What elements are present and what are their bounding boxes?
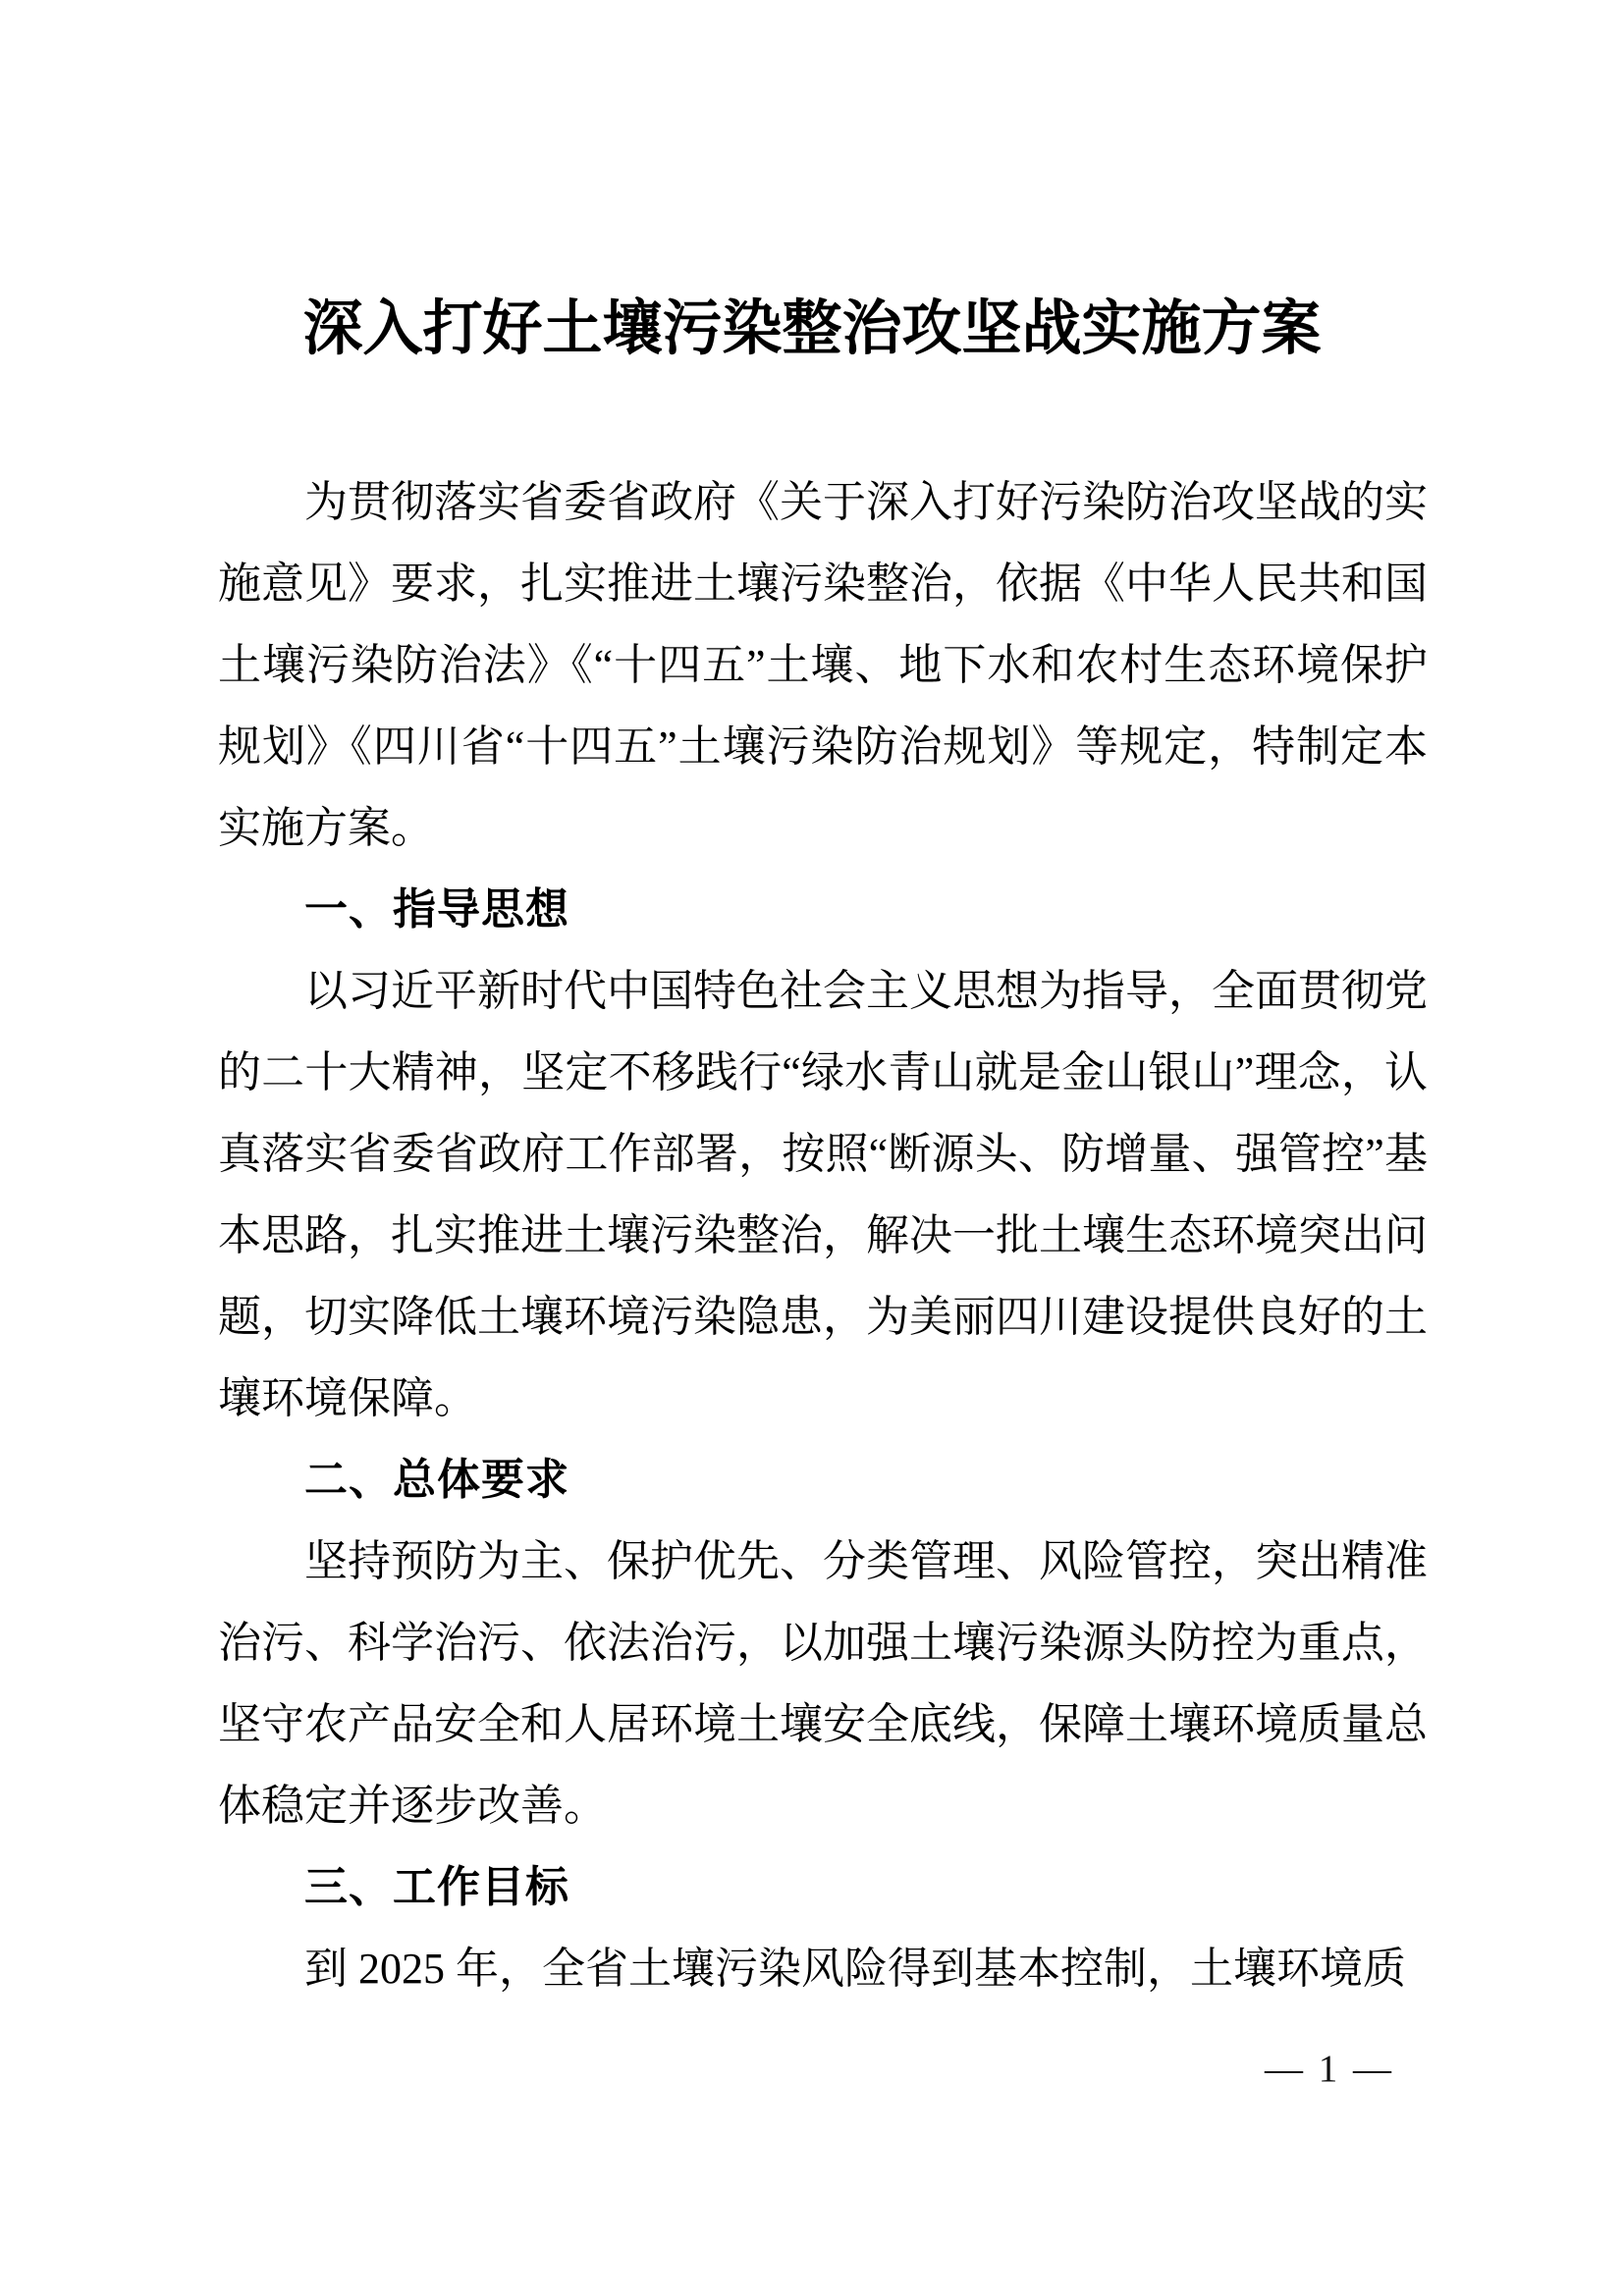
overall-requirements-paragraph: 坚持预防为主、保护优先、分类管理、风险管控，突出精准治污、科学治污、依法治污，以加强土壤污染源头防控为重点，坚守农产品安全和人居环境土壤安全底线，保障土壤环境质量总体稳定并逐步改善。 xyxy=(218,1537,1428,1830)
document-title: 深入打好土壤污染整治攻坚战实施方案 xyxy=(302,296,1322,362)
page-number: — 1 — xyxy=(1265,2048,1394,2090)
intro-paragraph: 为贯彻落实省委省政府《关于深入打好污染防治攻坚战的实施意见》要求，扎实推进土壤污染整治，依据《中华人民共和国土壤污染防治法》《“十四五”土壤、地下水和农村生态环境保护规划》《四川省“十四五”土壤污染防治规划》等规定，特制定本实施方案。 xyxy=(218,478,1428,852)
document-body xyxy=(218,461,1428,2009)
heading-overall-requirements: 二、总体要求 xyxy=(304,1456,569,1504)
work-goals-paragraph: 到 2025 年，全省土壤污染风险得到基本控制，土壤环境质 xyxy=(304,1945,1406,1993)
guiding-ideology-paragraph: 以习近平新时代中国特色社会主义思想为指导，全面贯彻党的二十大精神，坚定不移践行“绿水青山就是金山银山”理念，认真落实省委省政府工作部署，按照“断源头、防增量、强管控”基本思路，扎实推进土壤污染整治，解决一批土壤生态环境突出问题，切实降低土壤环境污染隐患，为美丽四川建设提供良好的土壤环境保障。 xyxy=(218,967,1428,1422)
heading-work-goals: 三、工作目标 xyxy=(304,1863,569,1911)
heading-guiding-ideology: 一、指导思想 xyxy=(304,885,569,934)
